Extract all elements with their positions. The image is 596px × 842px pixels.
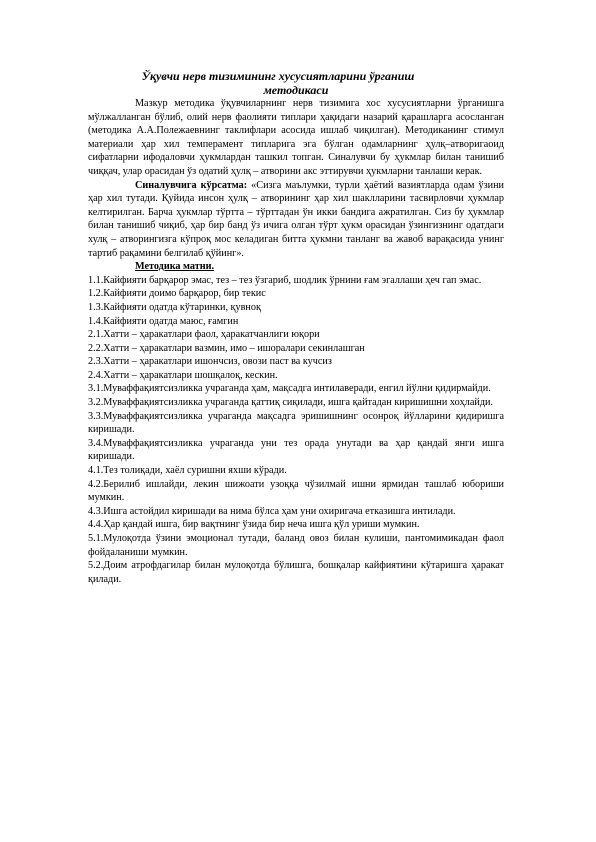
- instruction-text: «Сизга маълумки, турли ҳаётий вазиятларда одам ўзини ҳар хил тутади. Қуйида инсон ҳулқ – атворининг ҳар хил шаклларини тасвирловчи ҳукмлар келтирилган. Барча ҳукмлар тўртта – тўрттадан ўн икки бандига ажратилган. Сиз бу ҳукмлар билан танишиб чиқиб, ҳар бир банд ўз ичига олган тўрт ҳукм орасидан ўзингизнинг одатдаги хулқ – атворингизга кўпроқ мос келадиган битта ҳукмни танланг ва жавоб варақасида унинг тартиб рақамини белгилаб қўйинг».: [88, 179, 504, 259]
- section-heading-text: Методика матни.: [135, 261, 215, 273]
- document-title: [88, 69, 504, 97]
- list-item: 1.3.Кайфияти одатда кўтаринки, қувноқ: [88, 301, 261, 313]
- title-line-2: методикаси: [263, 83, 329, 97]
- intro-paragraph: Мазкур методика ўқувчиларнинг нерв тизимига хос хусусиятларни ўрганишга мўлжалланган бўлиб, олий нерв фаолияти типлари ҳақидаги назарий қарашларга асосланган (методика А.А.Полежаевнинг таклифлари асосида ишлаб чиқилган). Методиканинг стимул материали ҳар хил темперамент типларига эга бўлган одамларнинг ҳулқ–атворигаоид сифатларни ифодаловчи ҳукмлардан ташкил топган. Синалувчи бу ҳукмлар билан танишиб чиққач, улар орасидан ўз одатий ҳулқ – атворини акс эттирувчи ҳукмларни танлаши керак.: [88, 98, 504, 177]
- list-item: 1.2.Кайфияти доимо барқарор, бир текис: [88, 288, 266, 300]
- list-item: 3.4.Муваффақиятсизликка учраганда уни тез орада унутади ва ҳар қандай янги ишга киришади.: [88, 437, 504, 463]
- list-item: 5.1.Мулоқотда ўзини эмоционал тутади, баланд овоз билан кулиши, пантомимикадан фаол фойдаланиши мумкин.: [88, 533, 504, 558]
- section-heading: [88, 260, 504, 274]
- list-item: 3.1.Муваффақиятсизликка учраганда ҳам, мақсадга интилаверади, енгил йўлни қидирмайди.: [88, 383, 491, 395]
- list-item: 4.4.Ҳар қандай ишга, бир вақтнинг ўзида бир неча ишга қўл уриши мумкин.: [88, 519, 420, 531]
- list-item: 2.3.Хатти – ҳаракатлари ишончсиз, овози паст ва кучсиз: [88, 356, 332, 368]
- document-page: [88, 69, 504, 586]
- items-list: [88, 274, 504, 587]
- list-item: 4.1.Тез толиқади, хаёл суришни яхши кўради.: [88, 465, 287, 477]
- list-item: 4.3.Ишга астойдил киришади ва нима бўлса ҳам уни охиригача етказишга интилади.: [88, 505, 456, 517]
- list-item: 5.2.Доим атрофдагилар билан мулоқотда бўлишга, бошқалар кайфиятини кўтаришга ҳаракат қилади.: [88, 560, 504, 585]
- list-item: 3.2.Муваффақиятсизликка учраганда қаттиқ сиқилади, ишга қайтадан киришишни хоҳлайди.: [88, 397, 493, 409]
- list-item: 3.3.Муваффақиятсизликка учраганда мақсадга эришишнинг осонроқ йўлларини қидиришга киришади.: [88, 410, 504, 436]
- list-item: 4.2.Берилиб ишлайди, лекин шижоати узоққа чўзилмай ишни ярмидан ташлаб юбориши мумкин.: [88, 478, 504, 504]
- title-line-1: Ўқувчи нерв тизимининг хусусиятларини ўрганиш: [141, 69, 415, 83]
- list-item: 2.4.Хатти – ҳаракатлари шошқалоқ, кескин.: [88, 369, 278, 381]
- list-item: 1.4.Кайфияти одатда маюс, ғамгин: [88, 315, 239, 327]
- instruction-paragraph: [88, 179, 504, 261]
- list-item: 2.2.Хатти – ҳаракатлари вазмин, имо – ишоралари секинлашган: [88, 342, 365, 354]
- list-item: 2.1.Хатти – ҳаракатлари фаол, ҳаракатчанлиги юқори: [88, 329, 320, 341]
- instruction-label: Синалувчига кўрсатма:: [135, 179, 248, 191]
- list-item: 1.1.Кайфияти барқарор эмас, тез – тез ўзгариб, шодлик ўрнини ғам эгаллаши ҳеч гап эмас.: [88, 274, 482, 286]
